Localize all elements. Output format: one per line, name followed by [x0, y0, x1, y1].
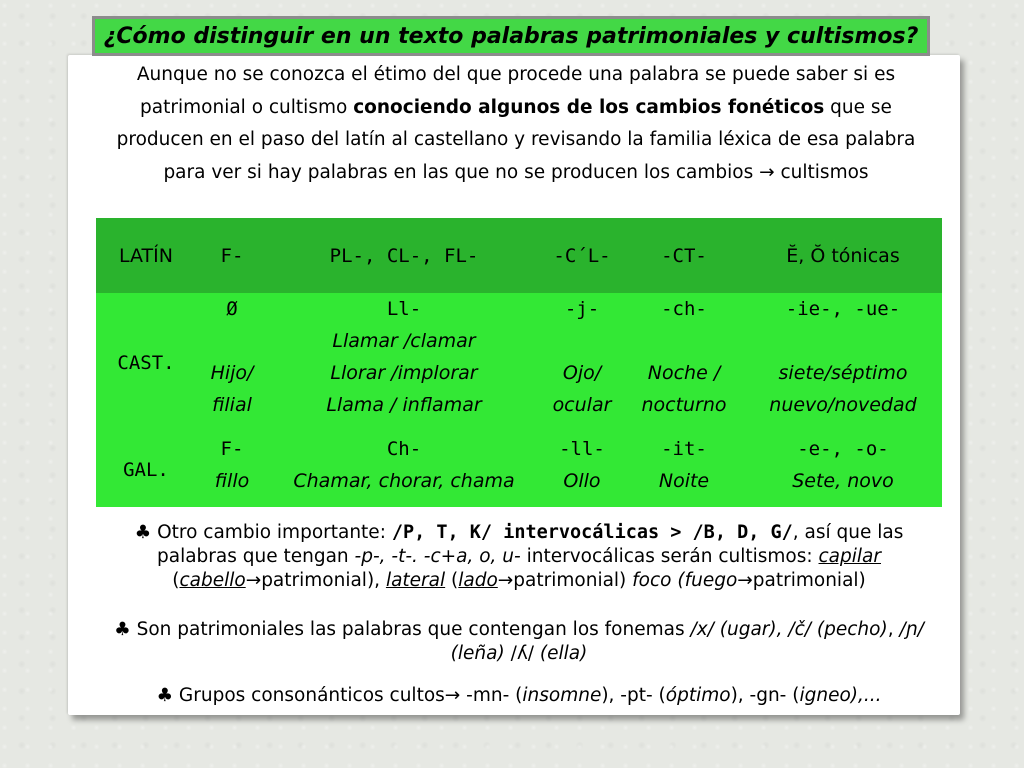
cast-cell-cl — [540, 293, 624, 433]
phonetic-changes-table — [96, 218, 942, 507]
note-text: intervocálicas serán cultismos: — [520, 546, 819, 567]
gal-rule: -e-, -o- — [797, 438, 889, 460]
gal-example: Ollo — [563, 470, 601, 492]
note-bold-rule: /P, T, K/ intervocálicas > /B, D, G/ — [391, 522, 793, 543]
note-text: Grupos consonánticos cultos→ -mn- ( — [173, 685, 523, 706]
row-label-gal: GAL. — [96, 433, 196, 507]
cast-rule: -j- — [564, 298, 600, 320]
cast-example: Llama / inflamar — [326, 394, 482, 416]
note-text: ( — [445, 570, 459, 591]
gal-cell-cl — [540, 433, 624, 507]
note-intervocalic — [100, 521, 938, 593]
gal-rule: Ch- — [386, 438, 422, 460]
note-example: óptimo — [665, 685, 731, 706]
intro-paragraph — [96, 59, 936, 189]
cast-rule: Ø — [226, 298, 238, 320]
cast-example: Llamar /clamar — [332, 330, 476, 352]
note-example: cabello — [179, 570, 246, 591]
gal-cell-ct — [624, 433, 744, 507]
cast-example: Hijo/ — [210, 362, 254, 384]
note-text: /ʎ/ — [504, 643, 540, 664]
note-text: →patrimonial), — [245, 570, 386, 591]
cast-example: filial — [212, 394, 252, 416]
cast-cell-pl — [268, 293, 540, 433]
cast-rule: -ch- — [661, 298, 707, 320]
note-text: Otro cambio importante: — [151, 522, 392, 543]
table-row-gallego — [96, 433, 942, 507]
note-text: →patrimonial) — [497, 570, 633, 591]
intro-text-1: Aunque no se conozca el étimo del que procede una palabra se puede saber si es patrimonial o cultismo — [136, 64, 896, 118]
table-header-row — [96, 218, 942, 293]
note-text: , así que las palabras que tengan — [157, 522, 904, 567]
cast-example: Noche / — [647, 362, 721, 384]
header-ct: -CT- — [624, 218, 744, 293]
note-text: ), -pt- ( — [601, 685, 666, 706]
cast-cell-f — [196, 293, 268, 433]
note-phonemes — [100, 618, 938, 666]
page-title: ¿Cómo distinguir en un texto palabras patrimoniales y cultismos? — [92, 16, 930, 56]
gal-rule: -ll- — [559, 438, 605, 460]
cast-example: Llorar /implorar — [330, 362, 478, 384]
intro-bold-text: conociendo algunos de los cambios fonéticos — [353, 96, 825, 118]
note-example: lateral — [385, 570, 446, 591]
gal-example: Chamar, chorar, chama — [293, 470, 515, 492]
club-bullet-icon: ♣ — [114, 619, 131, 640]
gal-example: fillo — [214, 470, 250, 492]
note-example: igneo),... — [799, 685, 882, 706]
note-example: /x/ (ugar), /č/ (pecho) — [690, 619, 888, 640]
cast-rule: Ll- — [386, 298, 422, 320]
note-text: , — [887, 619, 900, 640]
cast-example: Ojo/ — [562, 362, 602, 384]
note-text: ), -gn- ( — [730, 685, 800, 706]
gal-cell-pl — [268, 433, 540, 507]
note-example: capilar — [818, 546, 881, 567]
gal-cell-f — [196, 433, 268, 507]
gal-rule: -it- — [661, 438, 707, 460]
cast-cell-ct — [624, 293, 744, 433]
gal-example: Sete, novo — [792, 470, 894, 492]
club-bullet-icon: ♣ — [156, 685, 174, 706]
note-cult-groups — [100, 684, 938, 708]
cast-example: siete/séptimo — [778, 362, 908, 384]
note-text: →patrimonial) — [737, 570, 866, 591]
note-example: foco (fuego — [632, 570, 738, 591]
note-example: (ella) — [539, 643, 588, 664]
header-c-l: -C´L- — [540, 218, 624, 293]
note-italic: -p-, -t-. -c+a, o, u- — [354, 546, 521, 567]
note-example: insomne — [522, 685, 602, 706]
cast-rule: -ie-, -ue- — [785, 298, 901, 320]
note-example: /ɲ/ (leña) — [450, 619, 924, 664]
cast-example: nocturno — [641, 394, 727, 416]
header-tonic-vowels: Ĕ, Ŏ tónicas — [744, 218, 942, 293]
intro-text-2: que se producen en el paso del latín al castellano y revisando la familia léxica de esa palabra para ver si hay palabras en las que no se producen los cambios → cultismos — [116, 96, 916, 183]
note-example: lado — [458, 570, 498, 591]
cast-example: ocular — [552, 394, 612, 416]
club-bullet-icon: ♣ — [134, 522, 152, 543]
gal-example: Noite — [658, 470, 710, 492]
header-pl-cl-fl: PL-, CL-, FL- — [268, 218, 540, 293]
note-text: ( — [172, 570, 180, 591]
cast-example: nuevo/novedad — [769, 394, 917, 416]
header-f: F- — [196, 218, 268, 293]
header-latin: LATÍN — [96, 218, 196, 293]
row-label-cast: CAST. — [96, 293, 196, 433]
note-text: Son patrimoniales las palabras que contengan los fonemas — [130, 619, 691, 640]
cast-cell-vowels — [744, 293, 942, 433]
gal-rule: F- — [220, 438, 244, 460]
gal-cell-vowels — [744, 433, 942, 507]
table-row-castellano — [96, 293, 942, 433]
